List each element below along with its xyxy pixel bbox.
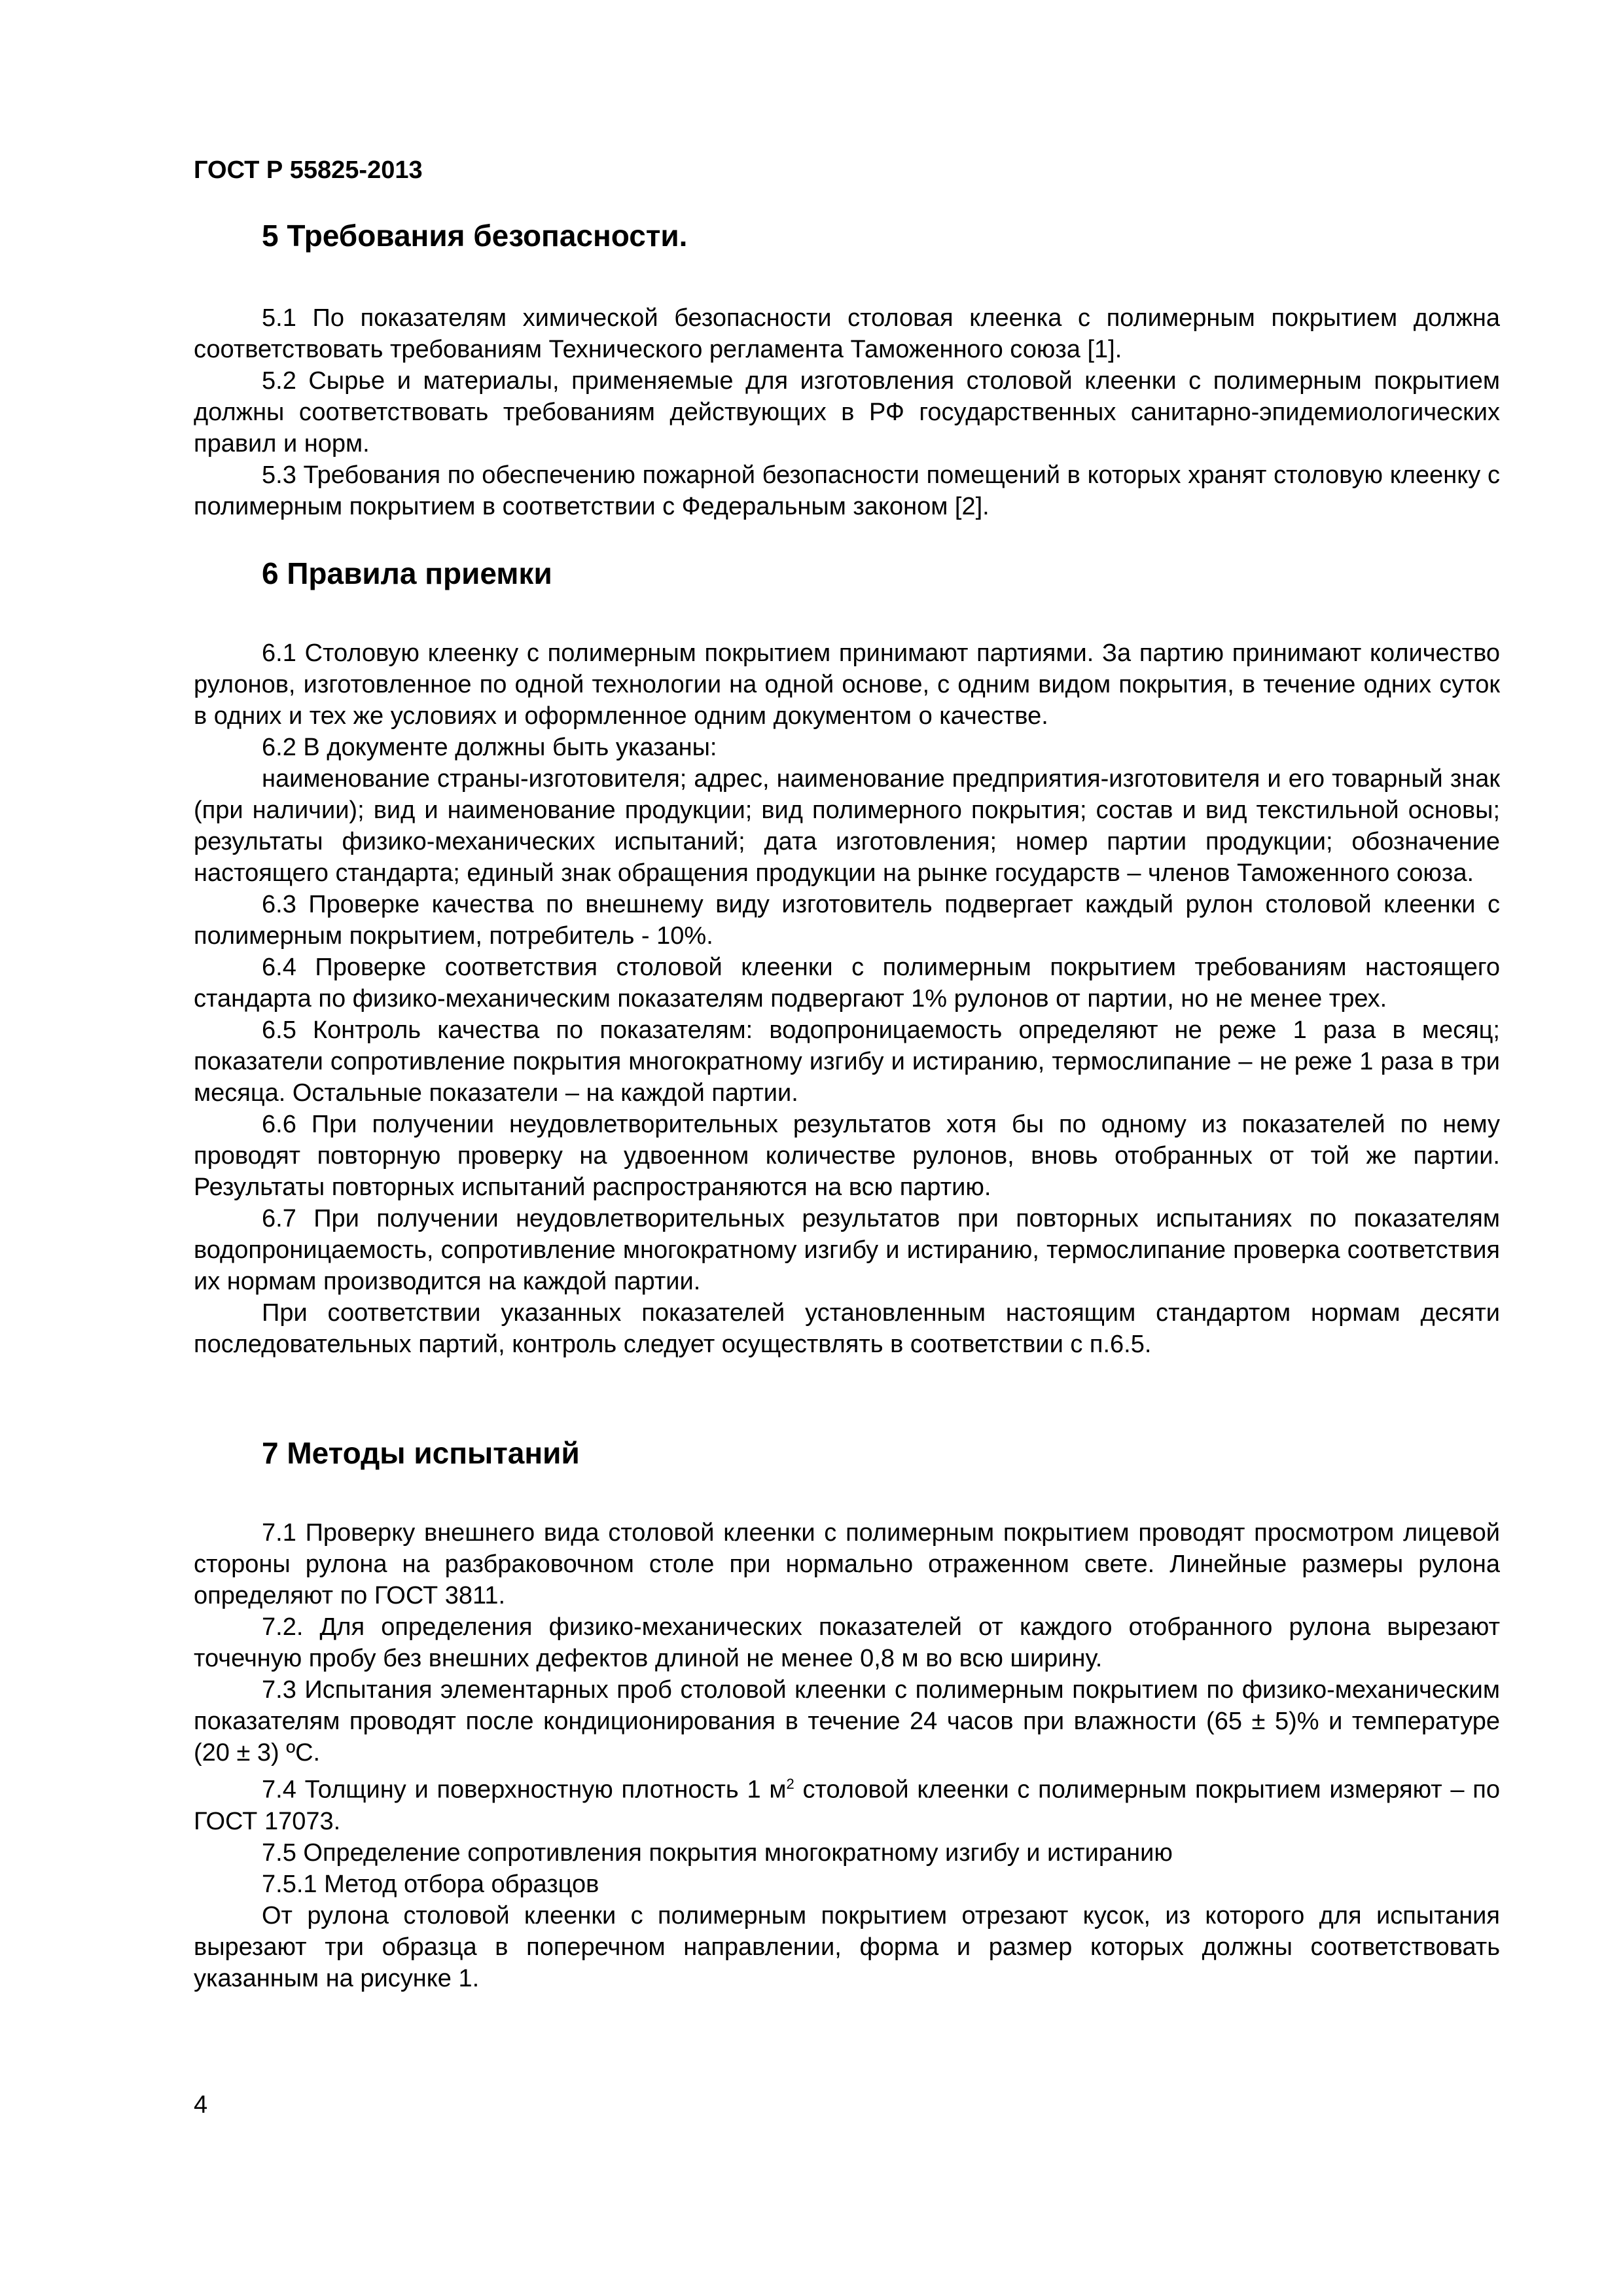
- page-number: 4: [194, 2091, 208, 2119]
- paragraph-7-4: [194, 1768, 1500, 1837]
- paragraph-6-7-note: При соответствии указанных показателей установленным настоящим стандартом нормам десяти последовательных партий, контроль следует осуществлять в соответствии с п.6.5.: [194, 1299, 1500, 1358]
- section-6-title: 6 Правила приемки: [262, 556, 552, 590]
- section-6-body: [194, 637, 1500, 1360]
- paragraph-7-4-end: столовой клеенки с полимерным покрытием измеряют – по ГОСТ 17073.: [194, 1776, 1500, 1835]
- document-header: ГОСТ Р 55825-2013: [194, 156, 423, 184]
- section-5-body: [194, 302, 1500, 522]
- paragraph-7-1: 7.1 Проверку внешнего вида столовой клеенки с полимерным покрытием проводят просмотром лицевой стороны рулона на разбраковочном столе при нормально отраженном свете. Линейные размеры рулона определяют по ГОСТ 3811.: [194, 1519, 1500, 1609]
- section-5-title: 5 Требования безопасности.: [262, 219, 688, 253]
- paragraph-5-2: 5.2 Сырье и материалы, применяемые для изготовления столовой клеенки с полимерным покрытием должны соответствовать требованиям действующих в РФ государственных санитарно-эпидемиологических правил и норм.: [194, 367, 1500, 457]
- paragraph-7-5-1: 7.5.1 Метод отбора образцов: [262, 1870, 599, 1898]
- paragraph-6-2: 6.2 В документе должны быть указаны:: [262, 734, 717, 761]
- paragraph-6-3: 6.3 Проверке качества по внешнему виду изготовитель подвергает каждый рулон столовой клеенки с полимерным покрытием, потребитель - 10%.: [194, 891, 1500, 950]
- paragraph-6-7: 6.7 При получении неудовлетворительных результатов при повторных испытаниях по показателям водопроницаемость, сопротивление многократному изгибу и истиранию, термослипание проверка соответствия их нормам производится на каждой партии.: [194, 1205, 1500, 1295]
- paragraph-7-4-start: 7.4 Толщину и поверхностную плотность 1 м: [262, 1776, 787, 1804]
- paragraph-7-3: 7.3 Испытания элементарных проб столовой клеенки с полимерным покрытием по физико-механическим показателям проводят после кондиционирования в течение 24 часов при влажности (65 ± 5)% и температуре (20 ± 3) ºС.: [194, 1676, 1500, 1767]
- paragraph-5-3: 5.3 Требования по обеспечению пожарной безопасности помещений в которых хранят столовую клеенку с полимерным покрытием в соответствии с Федеральным законом [2].: [194, 461, 1500, 520]
- section-7-title: 7 Методы испытаний: [262, 1436, 580, 1470]
- paragraph-6-6: 6.6 При получении неудовлетворительных результатов хотя бы по одному из показателей по нему проводят повторную проверку на удвоенном количестве рулонов, вновь отобранных от той же партии. Результаты повторных испытаний распространяются на всю партию.: [194, 1111, 1500, 1201]
- paragraph-6-1: 6.1 Столовую клеенку с полимерным покрытием принимают партиями. За партию принимают количество рулонов, изготовленное по одной технологии на одной основе, с одним видом покрытия, в течение одних суток в одних и тех же условиях и оформленное одним документом о качестве.: [194, 639, 1500, 730]
- superscript-2: 2: [786, 1776, 794, 1792]
- paragraph-5-1: 5.1 По показателям химической безопасности столовая клеенка с полимерным покрытием должна соответствовать требованиям Технического регламента Таможенного союза [1].: [194, 304, 1500, 363]
- document-body: [194, 209, 1500, 1994]
- paragraph-6-5: 6.5 Контроль качества по показателям: водопроницаемость определяют не реже 1 раза в месяц; показатели сопротивление покрытия многократному изгибу и истиранию, термослипание – не реже 1 раза в три месяца. Остальные показатели – на каждой партии.: [194, 1016, 1500, 1107]
- paragraph-7-5-1-text: От рулона столовой клеенки с полимерным покрытием отрезают кусок, из которого для испытания вырезают три образца в поперечном направлении, форма и размер которых должны соответствовать указанным на рисунке 1.: [194, 1901, 1500, 1992]
- paragraph-7-2: 7.2. Для определения физико-механических показателей от каждого отобранного рулона вырезают точечную пробу без внешних дефектов длиной не менее 0,8 м во всю ширину.: [194, 1613, 1500, 1672]
- paragraph-6-2-list: наименование страны-изготовителя; адрес, наименование предприятия-изготовителя и его товарный знак (при наличии); вид и наименование продукции; вид полимерного покрытия; состав и вид текстильной основы; результаты физико-механических испытаний; дата изготовления; номер партии продукции; обозначение настоящего стандарта; единый знак обращения продукции на рынке государств – членов Таможенного союза.: [194, 765, 1500, 887]
- section-7-body: [194, 1517, 1500, 1994]
- paragraph-7-5: 7.5 Определение сопротивления покрытия многократному изгибу и истиранию: [262, 1839, 1173, 1867]
- paragraph-6-4: 6.4 Проверке соответствия столовой клеенки с полимерным покрытием требованиям настоящего стандарта по физико-механическим показателям подвергают 1% рулонов от партии, но не менее трех.: [194, 954, 1500, 1013]
